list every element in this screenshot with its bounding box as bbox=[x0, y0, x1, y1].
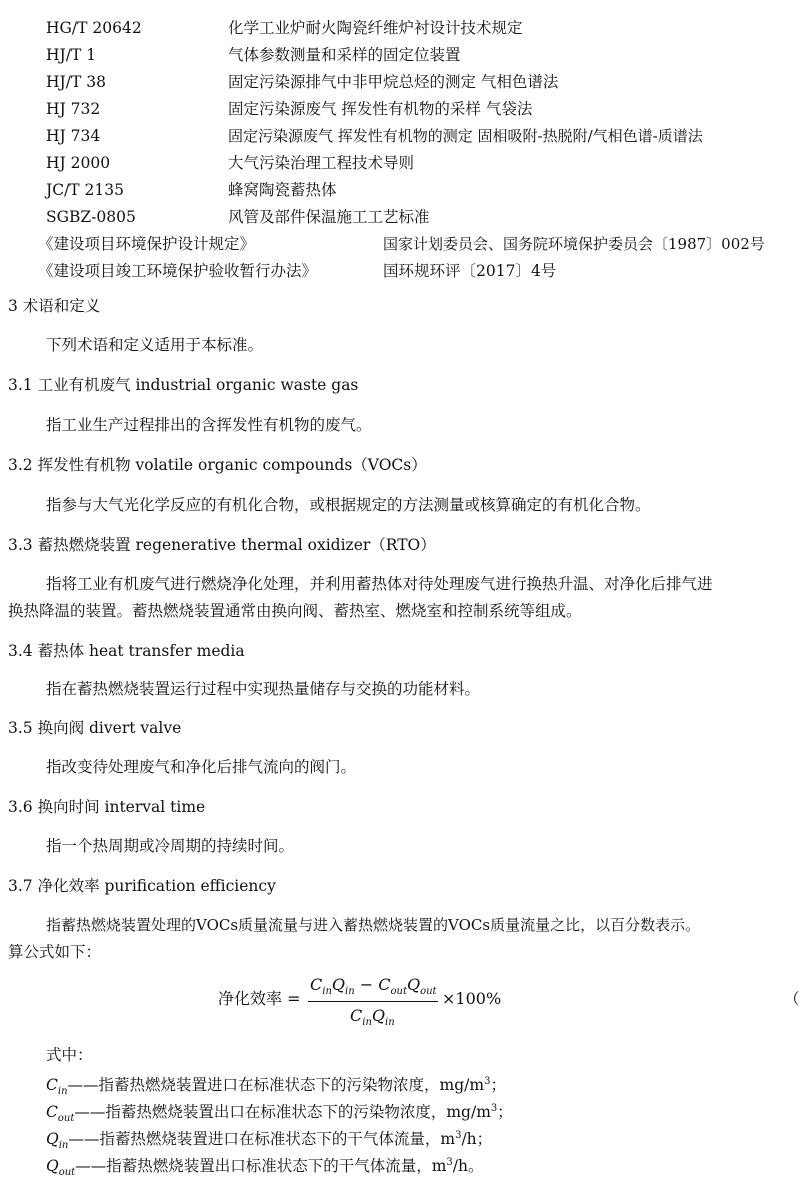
formula-numerator: $C_{in}Q_{in} - C_{out}Q_{out}$ bbox=[310, 975, 437, 997]
regulation-name: 《建设项目环境保护设计规定》 bbox=[38, 235, 256, 253]
formula-times: ×100% bbox=[442, 989, 502, 1008]
term-definition: 指蓄热燃烧装置处理的VOCs质量流量与进入蓄热燃烧装置的VOCs质量流量之比，以百分数表示。 bbox=[46, 916, 701, 934]
variable-definition: $C_{out}——$指蓄热燃烧装置出口在标准状态下的污染物浓度，$mg/m^3$； bbox=[46, 1103, 513, 1124]
reference-title: 大气污染治理工程技术导则 bbox=[228, 154, 415, 172]
formula-equation-number: （ bbox=[784, 990, 800, 1008]
variable-definition: $Q_{in}——$指蓄热燃烧装置进口在标准状态下的干气体流量，$m^3/h$； bbox=[46, 1130, 493, 1151]
reference-code: HG/T 20642 bbox=[46, 19, 142, 37]
term-heading: 3.3 蓄热燃烧装置 regenerative thermal oxidizer（RTO） bbox=[8, 536, 436, 554]
term-definition: 指参与大气光化学反应的有机化合物，或根据规定的方法测量或核算确定的有机化合物。 bbox=[46, 496, 651, 514]
section-heading: 3 术语和定义 bbox=[8, 297, 101, 315]
regulation-issuer: 国环规环评〔2017〕4号 bbox=[383, 262, 557, 280]
term-heading: 3.4 蓄热体 heat transfer media bbox=[8, 642, 245, 660]
term-definition: 指一个热周期或冷周期的持续时间。 bbox=[46, 837, 295, 855]
term-heading: 3.7 净化效率 purification efficiency bbox=[8, 877, 276, 895]
term-definition: 指改变待处理废气和净化后排气流向的阀门。 bbox=[46, 758, 357, 776]
term-definition: 指将工业有机废气进行燃烧净化处理，并利用蓄热体对待处理废气进行换热升温、对净化后排气进 bbox=[46, 575, 713, 593]
reference-title: 固定污染源废气 挥发性有机物的采样 气袋法 bbox=[228, 100, 533, 118]
reference-code: HJ/T 1 bbox=[46, 46, 97, 64]
term-heading: 3.1 工业有机废气 industrial organic waste gas bbox=[8, 376, 359, 394]
term-definition-continued: 算公式如下： bbox=[8, 943, 102, 961]
term-definition: 指工业生产过程排出的含挥发性有机物的废气。 bbox=[46, 416, 372, 434]
regulation-name: 《建设项目竣工环境保护验收暂行办法》 bbox=[38, 262, 318, 280]
reference-title: 气体参数测量和采样的固定位装置 bbox=[228, 46, 461, 64]
variable-definition: $Q_{out}——$指蓄热燃烧装置出口标准状态下的干气体流量，$m^3/h$。 bbox=[46, 1157, 484, 1178]
term-heading: 3.2 挥发性有机物 volatile organic compounds（VOCs） bbox=[8, 456, 427, 474]
reference-code: JC/T 2135 bbox=[46, 181, 125, 199]
section-intro: 下列术语和定义适用于本标准。 bbox=[46, 336, 264, 354]
term-heading: 3.5 换向阀 divert valve bbox=[8, 719, 182, 737]
reference-title: 固定污染源废气 挥发性有机物的测定 固相吸附-热脱附/气相色谱-质谱法 bbox=[228, 127, 703, 145]
formula-denominator: $C_{in}Q_{in}$ bbox=[350, 1006, 395, 1028]
reference-code: HJ/T 38 bbox=[46, 73, 106, 91]
where-label: 式中： bbox=[46, 1046, 93, 1064]
reference-code: SGBZ-0805 bbox=[46, 208, 136, 226]
reference-title: 蜂窝陶瓷蓄热体 bbox=[228, 181, 337, 199]
reference-title: 风管及部件保温施工工艺标准 bbox=[228, 208, 430, 226]
reference-code: HJ 2000 bbox=[46, 154, 111, 172]
term-definition: 指在蓄热燃烧装置运行过程中实现热量储存与交换的功能材料。 bbox=[46, 680, 481, 698]
regulation-issuer: 国家计划委员会、国务院环境保护委员会〔1987〕002号 bbox=[383, 235, 765, 253]
reference-code: HJ 732 bbox=[46, 100, 101, 118]
variable-definition: $C_{in}——$指蓄热燃烧装置进口在标准状态下的污染物浓度，$mg/m^3$； bbox=[46, 1076, 506, 1097]
reference-title: 化学工业炉耐火陶瓷纤维炉衬设计技术规定 bbox=[228, 19, 523, 37]
term-heading: 3.6 换向时间 interval time bbox=[8, 798, 206, 816]
reference-title: 固定污染源排气中非甲烷总烃的测定 气相色谱法 bbox=[228, 73, 559, 91]
formula-lhs: 净化效率 = bbox=[218, 989, 301, 1008]
term-definition-continued: 换热降温的装置。蓄热燃烧装置通常由换向阀、蓄热室、燃烧室和控制系统等组成。 bbox=[8, 602, 582, 620]
fraction-bar bbox=[308, 1001, 438, 1002]
reference-code: HJ 734 bbox=[46, 127, 101, 145]
